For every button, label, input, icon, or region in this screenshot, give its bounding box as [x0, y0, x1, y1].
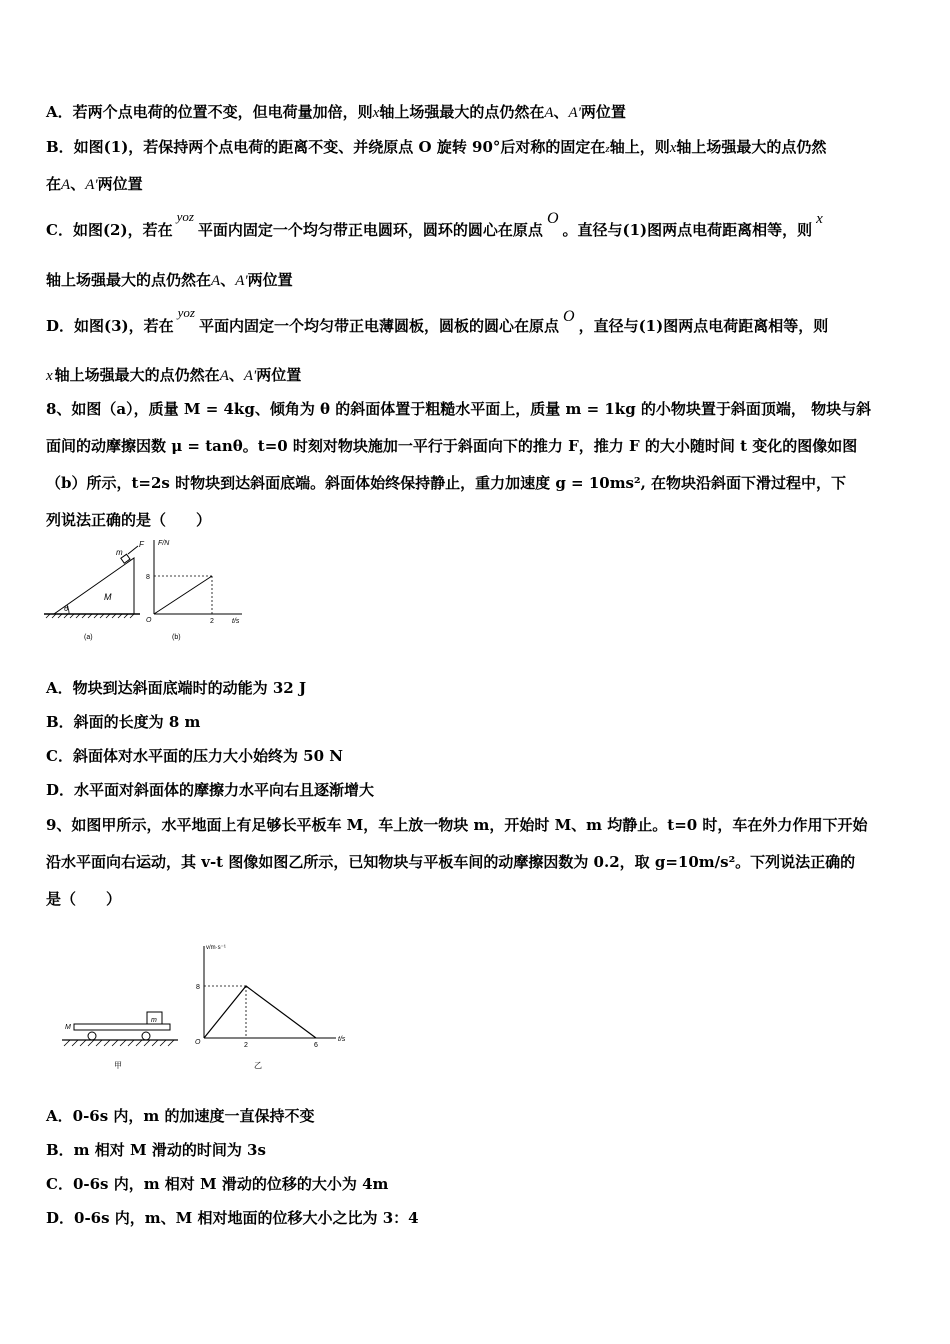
q8-stem-line-3: （b）所示，t=2s 时物块到达斜面底端。斜面体始终保持静止，重力加速度 g = 10ms², 在物块沿斜面下滑过程中，下	[46, 474, 847, 492]
q7-d-sep: 、	[228, 366, 244, 384]
label-t2: 2	[244, 1042, 248, 1049]
q7-b-z: z	[605, 143, 610, 155]
label-ts: t/s	[232, 618, 240, 625]
q7-a-point-a: A	[544, 105, 554, 121]
label-a: (a)	[84, 634, 93, 641]
q7-option-d	[46, 305, 906, 337]
q8-option-c: C．斜面体对水平面的压力大小始终为 50 N	[46, 747, 343, 765]
label-F: F	[139, 540, 144, 549]
q9-stem-line-2: 沿水平面向右运动，其 v-t 图像如图乙所示，已知物块与平板车间的动摩擦因数为 0.2，取 g=10m/s²。下列说法正确的	[46, 853, 856, 871]
q7-c-point-a: A	[211, 273, 221, 289]
q7-b-text-1: B．如图(1)，若保持两个点电荷的距离不变、并绕原点 O 旋转 90°后对称的固定在	[46, 138, 606, 156]
q7-c-origin: O	[546, 210, 559, 227]
q7-option-a	[46, 102, 906, 123]
force-arrow	[128, 546, 138, 554]
q7-b-point-a-prime: A'	[85, 177, 98, 193]
q7-a-point-a-prime: A'	[568, 105, 581, 121]
q7-d-text-4: 轴上场强最大的点仍然在	[54, 366, 220, 384]
q9-stem-line-1: 9、如图甲所示，水平地面上有足够长平板车 M，车上放一物块 m，开始时 M、m 均静止。t=0 时，车在外力作用下开始	[46, 816, 868, 834]
q8-figure-b	[146, 540, 242, 641]
q8-option-a: A．物块到达斜面底端时的动能为 32 J	[46, 679, 307, 697]
label-jia: 甲	[114, 1061, 122, 1070]
q9-option-c: C．0-6s 内，m 相对 M 滑动的位移的大小为 4m	[46, 1175, 389, 1193]
label-theta: θ	[64, 604, 69, 613]
q7-a-text-3: 两位置	[580, 103, 626, 121]
q7-c-text-2: 平面内固定一个均匀带正电圆环，圆环的圆心在原点	[197, 221, 543, 239]
q7-d-text-3: ，直径与(1)图两点电荷距离相等，则	[578, 317, 829, 335]
q7-b-text-2: 轴上，则	[609, 138, 670, 156]
label-t2: 2	[210, 618, 214, 625]
label-m: m	[151, 1017, 157, 1024]
q8-option-d: D．水平面对斜面体的摩擦力水平向右且逐渐增大	[46, 781, 375, 799]
q7-option-b	[46, 137, 906, 159]
label-t6: 6	[314, 1042, 318, 1049]
q8-stem-line-2: 面间的动摩擦因数 μ = tanθ。t=0 时刻对物块施加一平行于斜面向下的推力 F，推力 F 的大小随时间 t 变化的图像如图	[46, 437, 858, 455]
q9-stem-line-3: 是（ ）	[46, 890, 122, 908]
label-m: m	[116, 548, 123, 557]
wheel-left	[88, 1032, 96, 1040]
q8-figure-a	[44, 540, 145, 641]
q7-c-text-4: 轴上场强最大的点仍然在	[46, 271, 212, 289]
f-t-line	[154, 576, 212, 614]
cart-board	[74, 1024, 170, 1030]
q7-b-text-3: 轴上场强最大的点仍然	[676, 138, 827, 156]
q8-stem-line-1: 8、如图（a），质量 M = 4kg、倾角为 θ 的斜面体置于粗糙水平面上，质量 m = 1kg 的小物块置于斜面顶端， 物块与斜	[46, 400, 872, 418]
q9-figure-yi	[195, 945, 346, 1070]
q7-d-text-2: 平面内固定一个均匀带正电薄圆板，圆板的圆心在原点	[198, 317, 559, 335]
q7-b-sep: 、	[70, 175, 86, 193]
q7-option-b-line2	[46, 174, 906, 195]
q7-b-text-5: 两位置	[97, 175, 143, 193]
wheel-right	[142, 1032, 150, 1040]
q7-d-origin: O	[563, 308, 575, 325]
q7-option-c	[46, 209, 906, 241]
q8-stem-line-4: 列说法正确的是（ ）	[46, 511, 212, 529]
q7-c-text-5: 两位置	[247, 271, 293, 289]
label-origin: O	[146, 617, 152, 624]
q9-option-d: D．0-6s 内，m、M 相对地面的位移大小之比为 3：4	[46, 1209, 419, 1227]
q7-d-point-a-prime: A'	[243, 368, 257, 384]
q8-option-b: B．斜面的长度为 8 m	[46, 713, 201, 731]
label-v8: 8	[196, 984, 200, 991]
q7-a-x: x	[372, 105, 380, 121]
q7-a-text-1: A．若两个点电荷的位置不变，但电荷量加倍，则	[46, 103, 373, 121]
q7-d-text-1: D．如图(3)，若在	[46, 317, 174, 335]
label-ts: t/s	[338, 1036, 346, 1043]
q7-option-d-line2	[46, 365, 906, 386]
label-M: M	[65, 1024, 71, 1031]
q7-a-sep: 、	[553, 103, 569, 121]
q7-c-point-a-prime: A'	[235, 273, 248, 289]
label-b: (b)	[172, 634, 181, 641]
q7-a-text-2: 轴上场强最大的点仍然在	[379, 103, 545, 121]
q7-d-x: x	[46, 368, 53, 384]
q7-c-sep: 、	[220, 271, 236, 289]
label-vms: v/m·s⁻¹	[206, 945, 226, 951]
q7-c-text-1: C．如图(2)，若在	[46, 221, 173, 239]
q8-figure	[42, 536, 262, 646]
q7-d-point-a: A	[219, 368, 229, 384]
q9-figure-jia	[62, 1012, 178, 1070]
v-t-line	[204, 986, 316, 1038]
q9-option-a: A．0-6s 内，m 的加速度一直保持不变	[46, 1107, 315, 1125]
label-origin: O	[195, 1039, 201, 1046]
q7-b-text-4: 在	[46, 175, 62, 193]
q7-c-x: x	[816, 211, 823, 227]
q7-c-yoz: yoz	[176, 209, 194, 224]
q7-d-yoz: yoz	[177, 305, 195, 320]
q7-b-x: x	[669, 140, 677, 156]
label-f8: 8	[146, 574, 150, 581]
q7-d-text-5: 两位置	[256, 366, 302, 384]
q7-b-point-a: A	[61, 177, 71, 193]
label-M: M	[104, 592, 112, 602]
q9-option-b: B．m 相对 M 滑动的时间为 3s	[46, 1141, 266, 1159]
q7-option-c-line2	[46, 270, 906, 291]
ground-hatching	[64, 1040, 174, 1046]
label-fn: F/N	[158, 540, 170, 547]
label-yi: 乙	[254, 1061, 262, 1070]
q7-c-text-3: 。直径与(1)图两点电荷距离相等，则	[562, 221, 813, 239]
q9-figure	[60, 938, 360, 1073]
